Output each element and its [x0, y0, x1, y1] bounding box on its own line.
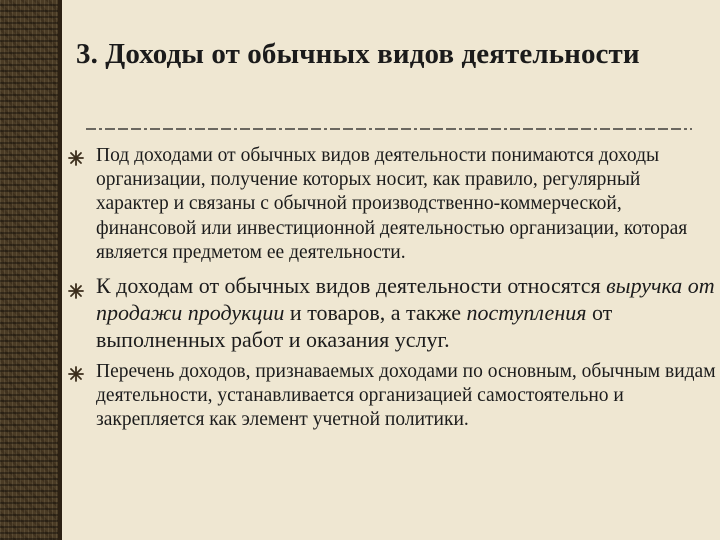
bullet-item — [68, 144, 716, 265]
border-edge-line — [58, 0, 62, 540]
bullet-item — [68, 272, 716, 353]
dash-dot-divider — [86, 128, 692, 130]
bullet-text: Под доходами от обычных видов деятельности понимаются доходы организации, получение которых носит, как правило, регулярный характер и связаны с обычной производственно-коммерческой, финансовой или инвестиционной деятельностью организации, которая является предметом ее деятельности. — [96, 145, 688, 263]
bullet-text: Перечень доходов, признаваемых доходами по основным, обычным видам деятельности, устанавливается организацией самостоятельно и закрепляется как элемент учетной политики. — [96, 361, 716, 431]
asterisk-star-icon — [68, 278, 84, 294]
asterisk-star-icon — [68, 365, 84, 381]
asterisk-star-icon — [68, 149, 84, 165]
bullet-text-italic: выручка от продажи продукции — [96, 273, 715, 326]
bullet-text — [96, 272, 716, 353]
decorative-left-border — [0, 0, 58, 540]
bullet-text-part: от выполненных работ и оказания услуг. — [96, 300, 613, 353]
bullet-text-italic: поступления — [466, 300, 587, 326]
bullet-item — [68, 360, 716, 433]
bullet-text-part: К доходам от обычных видов деятельности относятся — [96, 273, 607, 299]
bullet-list — [68, 144, 716, 433]
bullet-text-part: и товаров, а также — [284, 300, 467, 326]
slide-title: 3. Доходы от обычных видов деятельности — [76, 38, 640, 70]
